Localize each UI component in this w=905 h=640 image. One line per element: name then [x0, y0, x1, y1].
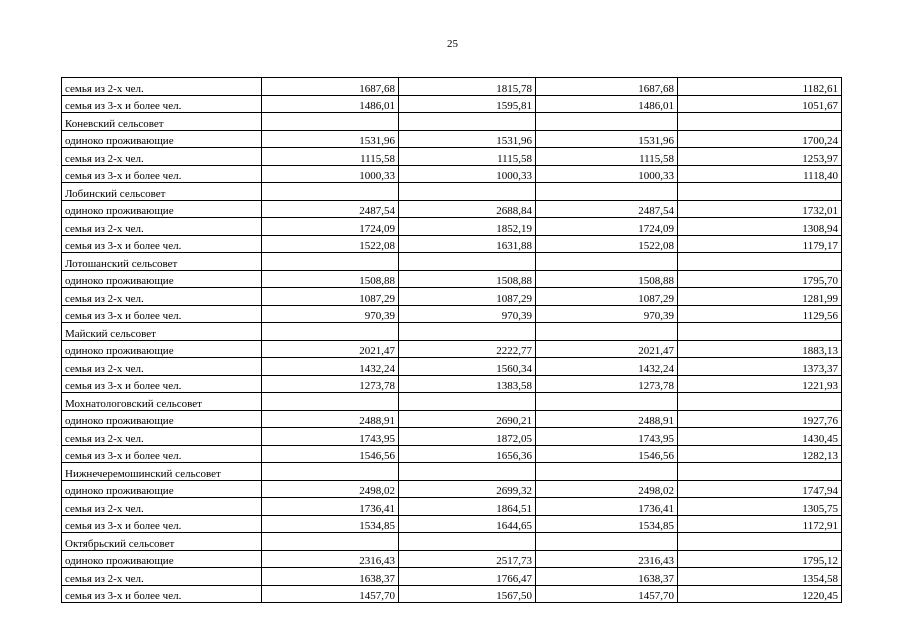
row-label: Лобинский сельсовет: [62, 183, 262, 201]
table-row: [62, 113, 842, 131]
value-cell: 1430,45: [678, 428, 842, 446]
value-cell: 2487,54: [536, 200, 678, 218]
row-label: семья из 2-х чел.: [62, 498, 262, 516]
value-cell: 1546,56: [262, 445, 399, 463]
table-row: [62, 445, 842, 463]
value-cell: 1508,88: [536, 270, 678, 288]
value-cell: 2688,84: [399, 200, 536, 218]
value-cell: [399, 463, 536, 481]
value-cell: 1736,41: [536, 498, 678, 516]
value-cell: 1736,41: [262, 498, 399, 516]
value-cell: 1087,29: [536, 288, 678, 306]
table-row: [62, 148, 842, 166]
table-row: [62, 340, 842, 358]
row-label: одиноко проживающие: [62, 270, 262, 288]
value-cell: [399, 533, 536, 551]
value-cell: [536, 113, 678, 131]
value-cell: 1457,70: [536, 585, 678, 603]
table-body: [62, 78, 842, 603]
value-cell: 1700,24: [678, 130, 842, 148]
row-label: Октябрьский сельсовет: [62, 533, 262, 551]
value-cell: [262, 113, 399, 131]
value-cell: 2699,32: [399, 480, 536, 498]
value-cell: 2498,02: [262, 480, 399, 498]
value-cell: 2488,91: [536, 410, 678, 428]
value-cell: 1534,85: [536, 515, 678, 533]
value-cell: 1000,33: [262, 165, 399, 183]
table-row: [62, 130, 842, 148]
value-cell: 1308,94: [678, 218, 842, 236]
value-cell: 1567,50: [399, 585, 536, 603]
value-cell: 1305,75: [678, 498, 842, 516]
value-cell: 1638,37: [262, 568, 399, 586]
value-cell: 1273,78: [536, 375, 678, 393]
value-cell: 970,39: [399, 305, 536, 323]
value-cell: [536, 183, 678, 201]
table-row: [62, 568, 842, 586]
row-label: семья из 2-х чел.: [62, 358, 262, 376]
row-label: семья из 2-х чел.: [62, 148, 262, 166]
value-cell: 1687,68: [536, 78, 678, 96]
value-cell: [399, 323, 536, 341]
value-cell: 2316,43: [536, 550, 678, 568]
row-label: одиноко проживающие: [62, 200, 262, 218]
value-cell: 1631,88: [399, 235, 536, 253]
table-row: [62, 183, 842, 201]
value-cell: 1373,37: [678, 358, 842, 376]
value-cell: 1560,34: [399, 358, 536, 376]
value-cell: 1486,01: [262, 95, 399, 113]
value-cell: [536, 463, 678, 481]
value-cell: 1087,29: [399, 288, 536, 306]
value-cell: 1129,56: [678, 305, 842, 323]
row-label: Нижнечеремошинский сельсовет: [62, 463, 262, 481]
table-row: [62, 235, 842, 253]
value-cell: 1383,58: [399, 375, 536, 393]
value-cell: [678, 113, 842, 131]
value-cell: 1282,13: [678, 445, 842, 463]
value-cell: [399, 113, 536, 131]
row-label: семья из 3-х и более чел.: [62, 585, 262, 603]
value-cell: 2021,47: [536, 340, 678, 358]
value-cell: 1815,78: [399, 78, 536, 96]
value-cell: 2316,43: [262, 550, 399, 568]
value-cell: [399, 253, 536, 271]
value-cell: 2690,21: [399, 410, 536, 428]
value-cell: 1182,61: [678, 78, 842, 96]
value-cell: 2021,47: [262, 340, 399, 358]
table-row: [62, 165, 842, 183]
row-label: одиноко проживающие: [62, 410, 262, 428]
row-label: Мохнатологовский сельсовет: [62, 393, 262, 411]
value-cell: 1118,40: [678, 165, 842, 183]
value-cell: [678, 323, 842, 341]
table-row: [62, 515, 842, 533]
table-row: [62, 428, 842, 446]
value-cell: 1531,96: [536, 130, 678, 148]
value-cell: 1534,85: [262, 515, 399, 533]
value-cell: 1354,58: [678, 568, 842, 586]
value-cell: [678, 393, 842, 411]
value-cell: 970,39: [536, 305, 678, 323]
value-cell: 1747,94: [678, 480, 842, 498]
row-label: семья из 3-х и более чел.: [62, 445, 262, 463]
table-row: [62, 550, 842, 568]
table-row: [62, 218, 842, 236]
value-cell: 1795,70: [678, 270, 842, 288]
value-cell: 1743,95: [536, 428, 678, 446]
tariff-table: [61, 77, 842, 603]
value-cell: 1638,37: [536, 568, 678, 586]
row-label: семья из 3-х и более чел.: [62, 305, 262, 323]
value-cell: 1522,08: [536, 235, 678, 253]
page-number: 25: [447, 38, 458, 50]
value-cell: 2222,77: [399, 340, 536, 358]
value-cell: 1595,81: [399, 95, 536, 113]
table-row: [62, 358, 842, 376]
row-label: семья из 3-х и более чел.: [62, 235, 262, 253]
value-cell: 1508,88: [262, 270, 399, 288]
value-cell: 2498,02: [536, 480, 678, 498]
value-cell: [399, 393, 536, 411]
value-cell: 1220,45: [678, 585, 842, 603]
row-label: семья из 3-х и более чел.: [62, 95, 262, 113]
value-cell: 1115,58: [262, 148, 399, 166]
value-cell: 2487,54: [262, 200, 399, 218]
value-cell: 1852,19: [399, 218, 536, 236]
value-cell: 1927,76: [678, 410, 842, 428]
value-cell: 1531,96: [262, 130, 399, 148]
value-cell: 1179,17: [678, 235, 842, 253]
value-cell: [536, 323, 678, 341]
value-cell: [262, 463, 399, 481]
value-cell: [678, 463, 842, 481]
value-cell: 1087,29: [262, 288, 399, 306]
row-label: семья из 2-х чел.: [62, 218, 262, 236]
value-cell: 1656,36: [399, 445, 536, 463]
value-cell: [262, 393, 399, 411]
table-row: [62, 253, 842, 271]
value-cell: 1172,91: [678, 515, 842, 533]
value-cell: 1795,12: [678, 550, 842, 568]
row-label: семья из 3-х и более чел.: [62, 165, 262, 183]
value-cell: 1273,78: [262, 375, 399, 393]
value-cell: 1432,24: [536, 358, 678, 376]
value-cell: [536, 393, 678, 411]
row-label: Лотошанский сельсовет: [62, 253, 262, 271]
value-cell: 1531,96: [399, 130, 536, 148]
value-cell: [262, 323, 399, 341]
value-cell: 1864,51: [399, 498, 536, 516]
table-row: [62, 78, 842, 96]
table-row: [62, 270, 842, 288]
value-cell: [536, 253, 678, 271]
value-cell: [262, 183, 399, 201]
table-row: [62, 463, 842, 481]
table-row: [62, 323, 842, 341]
value-cell: 1766,47: [399, 568, 536, 586]
value-cell: 1221,93: [678, 375, 842, 393]
value-cell: 1732,01: [678, 200, 842, 218]
value-cell: [399, 183, 536, 201]
value-cell: 1486,01: [536, 95, 678, 113]
row-label: Коневский сельсовет: [62, 113, 262, 131]
row-label: Майский сельсовет: [62, 323, 262, 341]
value-cell: 1051,67: [678, 95, 842, 113]
row-label: одиноко проживающие: [62, 130, 262, 148]
value-cell: 1644,65: [399, 515, 536, 533]
value-cell: 1883,13: [678, 340, 842, 358]
table-row: [62, 480, 842, 498]
table-row: [62, 95, 842, 113]
value-cell: 1724,09: [262, 218, 399, 236]
value-cell: 1457,70: [262, 585, 399, 603]
table-row: [62, 410, 842, 428]
value-cell: 1546,56: [536, 445, 678, 463]
table-row: [62, 498, 842, 516]
value-cell: 1115,58: [536, 148, 678, 166]
table-row: [62, 375, 842, 393]
value-cell: 1508,88: [399, 270, 536, 288]
value-cell: 970,39: [262, 305, 399, 323]
value-cell: 1522,08: [262, 235, 399, 253]
value-cell: 2488,91: [262, 410, 399, 428]
value-cell: [536, 533, 678, 551]
value-cell: 1872,05: [399, 428, 536, 446]
row-label: семья из 2-х чел.: [62, 568, 262, 586]
value-cell: 1687,68: [262, 78, 399, 96]
value-cell: 1253,97: [678, 148, 842, 166]
table-row: [62, 393, 842, 411]
value-cell: 1000,33: [399, 165, 536, 183]
row-label: семья из 2-х чел.: [62, 78, 262, 96]
value-cell: [262, 533, 399, 551]
value-cell: 1115,58: [399, 148, 536, 166]
value-cell: 1743,95: [262, 428, 399, 446]
table-row: [62, 305, 842, 323]
table-row: [62, 288, 842, 306]
value-cell: 1432,24: [262, 358, 399, 376]
row-label: семья из 3-х и более чел.: [62, 515, 262, 533]
value-cell: [678, 253, 842, 271]
value-cell: [262, 253, 399, 271]
table-row: [62, 585, 842, 603]
row-label: одиноко проживающие: [62, 340, 262, 358]
value-cell: 1281,99: [678, 288, 842, 306]
row-label: семья из 2-х чел.: [62, 428, 262, 446]
value-cell: [678, 183, 842, 201]
row-label: одиноко проживающие: [62, 550, 262, 568]
table-row: [62, 200, 842, 218]
row-label: семья из 2-х чел.: [62, 288, 262, 306]
value-cell: 2517,73: [399, 550, 536, 568]
row-label: семья из 3-х и более чел.: [62, 375, 262, 393]
value-cell: 1000,33: [536, 165, 678, 183]
value-cell: 1724,09: [536, 218, 678, 236]
value-cell: [678, 533, 842, 551]
row-label: одиноко проживающие: [62, 480, 262, 498]
table-row: [62, 533, 842, 551]
